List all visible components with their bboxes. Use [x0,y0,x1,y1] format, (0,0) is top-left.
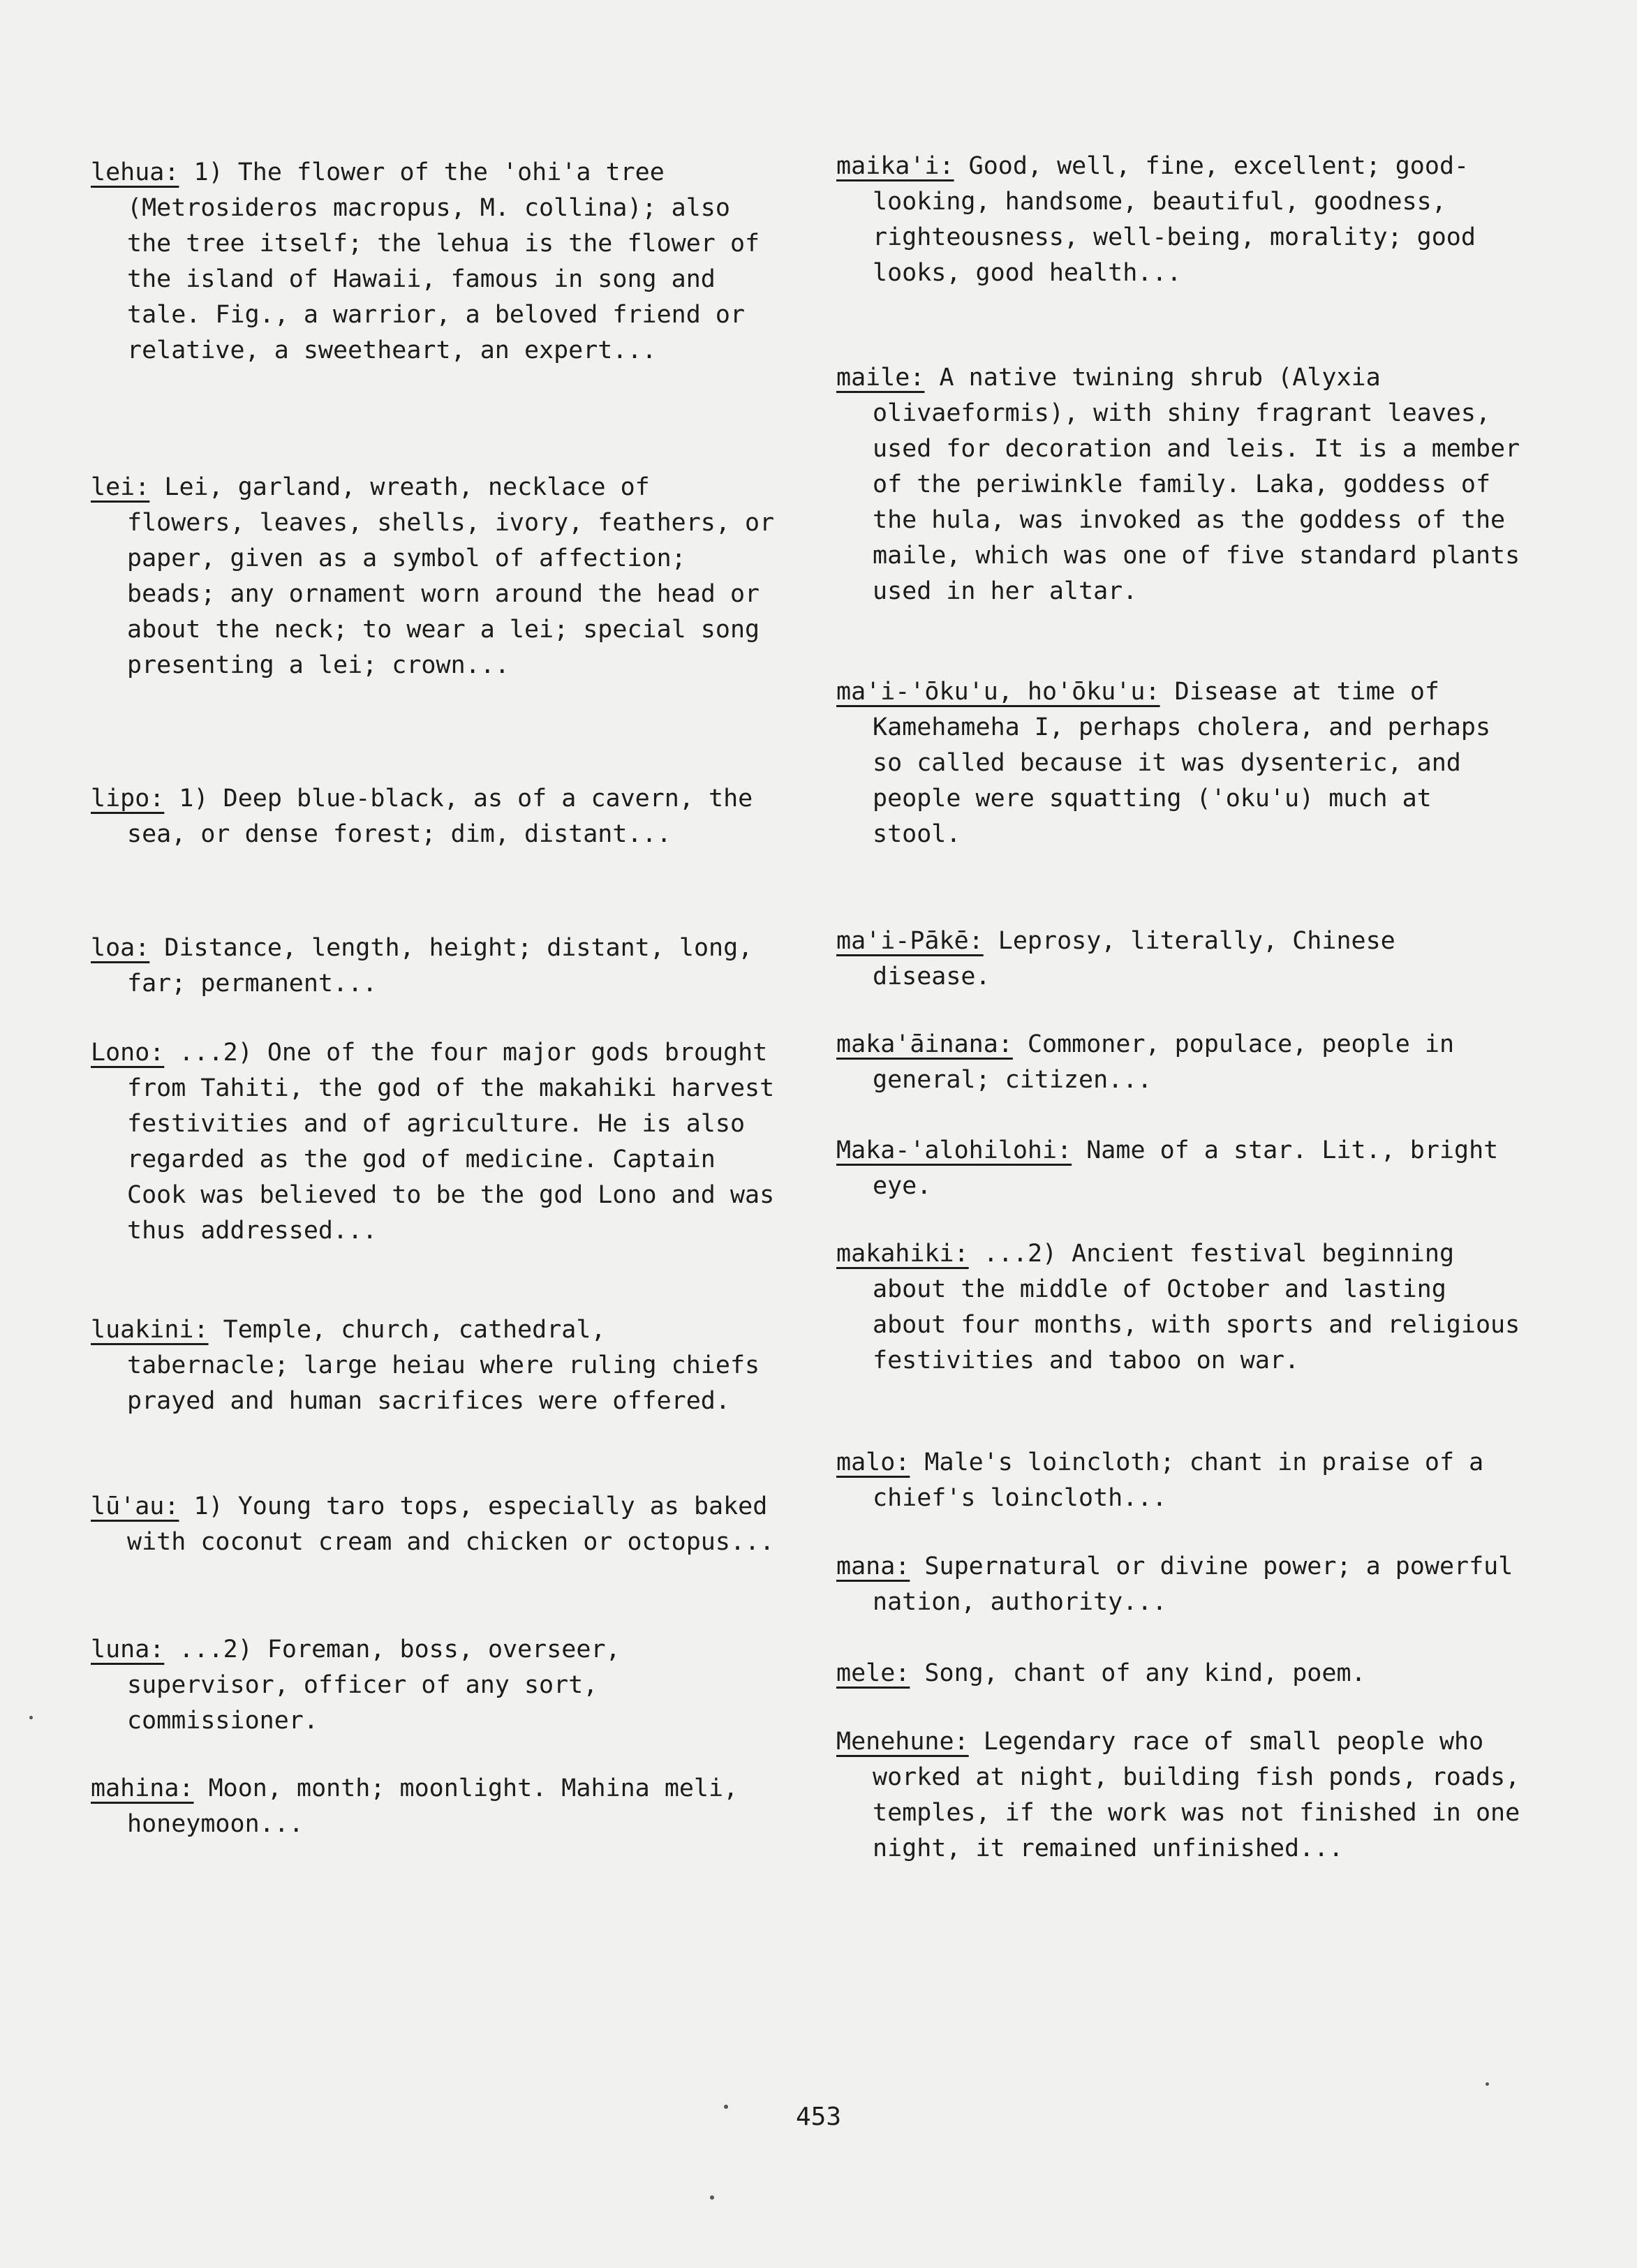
entry-makaainana [836,1027,1520,1098]
entry-luau [91,1489,775,1560]
scan-speck [710,2195,714,2200]
definition: Leprosy, literally, Chinese disease. [873,927,1395,991]
definition: Male's loincloth; chant in praise of a chief's loincloth... [873,1448,1484,1512]
definition: 1) The flower of the 'ohi'a tree (Metrosideros macropus, M. collina); also the tree itself; the lehua is the flower of the island of Hawaii, famous in song and tale. Fig., a warrior, a beloved friend or relative, a sweetheart, an expert... [127,158,760,364]
entry-lipo [91,781,775,852]
definition: ...2) Foreman, boss, overseer, supervisor, officer of any sort, commissioner. [127,1636,621,1735]
definition: Good, well, fine, excellent; good-looking, handsome, beautiful, goodness, righteousness, well-being, morality; good looks, good health... [873,152,1476,287]
definition: Commoner, populace, people in general; citizen... [873,1030,1455,1094]
headword: ma'i-Pākē: [836,927,984,955]
headword: luakini: [91,1316,209,1344]
headword: makahiki: [836,1240,969,1268]
headword: Maka-'alohilohi: [836,1136,1072,1164]
page-number: 453 [795,2103,842,2131]
headword: lipo: [91,785,165,813]
entry-luna [91,1632,775,1739]
definition: Lei, garland, wreath, necklace of flowers, leaves, shells, ivory, feathers, or paper, given as a symbol of affection; beads; any ornament worn around the head or about the neck; to wear a lei; special song presenting a lei; crown... [127,473,775,679]
headword: mana: [836,1552,910,1580]
entry-makahiki [836,1236,1520,1379]
headword: loa: [91,934,150,962]
definition: ...2) Ancient festival beginning about the middle of October and lasting about four months, with sports and religious festivities and taboo on war. [873,1240,1520,1374]
headword: mele: [836,1659,910,1687]
headword: lehua: [91,158,179,186]
definition: 1) Deep blue-black, as of a cavern, the sea, or dense forest; dim, distant... [127,785,753,848]
entry-menehune [836,1724,1520,1867]
headword: luna: [91,1636,165,1663]
headword: mahina: [91,1774,194,1802]
headword: maika'i: [836,152,954,180]
entry-mai-okuu [836,674,1520,852]
definition: Supernatural or divine power; a powerful nation, authority... [873,1552,1513,1616]
headword: lei: [91,473,150,501]
definition: Name of a star. Lit., bright eye. [873,1136,1499,1200]
headword: lū'au: [91,1492,179,1520]
entry-mahina [91,1771,775,1842]
definition: A native twining shrub (Alyxia olivaeformis), with shiny fragrant leaves, used for decoration and leis. It is a member of the periwinkle family. Laka, goddess of the hula, was invoked as the goddess of the maile, which was one of five standard plants used in her altar. [873,364,1520,605]
definition: Song, chant of any kind, poem. [910,1659,1366,1687]
definition: Moon, month; moonlight. Mahina meli, honeymoon... [127,1774,739,1838]
definition: Disease at time of Kamehameha I, perhaps cholera, and perhaps so called because it was dysenteric, and people were squatting ('oku'u) much at stool. [873,678,1491,848]
definition: Distance, length, height; distant, long, far; permanent... [127,934,753,998]
headword: maile: [836,364,925,392]
scan-speck [1486,2082,1489,2086]
definition: 1) Young taro tops, especially as baked with coconut cream and chicken or octopus... [127,1492,775,1556]
entry-maikai [836,149,1520,291]
entry-maka-alohilohi [836,1133,1520,1204]
entry-lono [91,1035,775,1249]
scan-speck [724,2105,728,2109]
entry-lehua [91,155,775,369]
definition: ...2) One of the four major gods brought from Tahiti, the god of the makahiki harvest festivities and of agriculture. He is also regarded as the god of medicine. Captain Cook was believed to be the god Lono and was thus addressed... [127,1039,775,1245]
entry-mana [836,1549,1520,1620]
entry-luakini [91,1312,775,1419]
entry-loa [91,931,775,1002]
entry-malo [836,1445,1520,1516]
entry-mele [836,1656,1520,1691]
entry-maile [836,360,1520,609]
entry-mai-pake [836,924,1520,995]
headword: Lono: [91,1039,165,1067]
headword: malo: [836,1448,910,1476]
scan-speck [29,1716,33,1719]
headword: maka'āinana: [836,1030,1013,1058]
definition: Legendary race of small people who worked at night, building fish ponds, roads, temples, if the work was not finished in one night, it remained unfinished... [873,1728,1520,1862]
entry-lei [91,470,775,683]
definition: Temple, church, cathedral, tabernacle; large heiau where ruling chiefs prayed and human sacrifices were offered. [127,1316,760,1415]
headword: ma'i-'ōku'u, ho'ōku'u: [836,678,1160,706]
headword: Menehune: [836,1728,969,1756]
